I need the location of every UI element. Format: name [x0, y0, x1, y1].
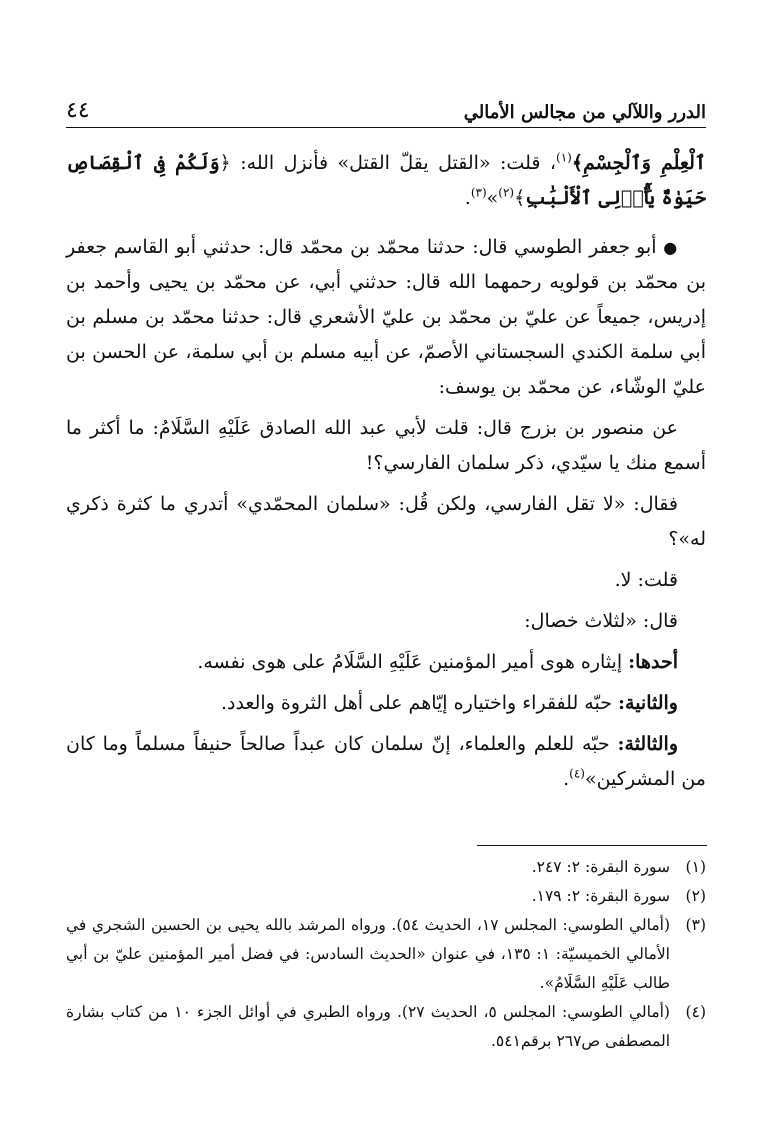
- trait-1-text: إيثاره هوى أمير المؤمنين عَلَيْهِ السَّلَامُ على هوى نفسه.: [197, 651, 629, 673]
- main-text: [66, 146, 706, 803]
- footnote-text: سورة البقرة: ٢: ٢٤٧.: [531, 858, 670, 876]
- footnote-ref-1[interactable]: (١): [556, 150, 572, 165]
- footnotes: [66, 853, 706, 1056]
- footnote-text: (أمالي الطوسي: المجلس ١٧، الحديث ٥٤). ورواه المرشد بالله يحيى بن الحسين الشجري في الأمالي الخميسيّة: ١: ١٣٥، في عنوان «الحديث السادس: في فضل أمير المؤمنين عليّ بن أبي طالب عَلَيْهِ السَّلَامُ».: [66, 916, 670, 992]
- footnote-text: (أمالي الطوسي: المجلس ٥، الحديث ٢٧). ورواه الطبري في أوائل الجزء ١٠ من كتاب بشارة المصطفى ص٢٦٧ برقم٥٤١.: [66, 1003, 670, 1050]
- quran-close-bracket: ﴾: [514, 187, 526, 209]
- running-header: [66, 96, 706, 128]
- paragraph-question: عن منصور بن بزرج قال: قلت لأبي عبد الله الصادق عَلَيْهِ السَّلَامُ: ما أكثر ما أسمع منك يا سيّدي، ذكر سلمان الفارسي؟!: [66, 417, 706, 474]
- footnote-ref-4[interactable]: (٤): [569, 766, 585, 781]
- paragraph-trait-3: [66, 727, 706, 797]
- paragraph-answer: فقال: «لا تقل الفارسي، ولكن قُل: «سلمان المحمّدي» أتدري ما كثرة ذكري له»؟: [66, 493, 706, 550]
- narration-text: ، قلت: «القتل يقلّ القتل» فأنزل الله: ﴿: [219, 152, 557, 174]
- paragraph-reply: قلت: لا.: [614, 569, 678, 591]
- paragraph-trait-1: [66, 645, 706, 680]
- paragraph-trait-2: [66, 686, 706, 721]
- page-number: ٤٤: [66, 98, 90, 123]
- paragraph-three-traits: قال: «لثلاث خصال:: [524, 610, 678, 632]
- paragraph-quran-continuation: [66, 146, 706, 216]
- quran-verse-end: ٱلْعِلْمِ وَٱلْجِسْمِ﴾: [571, 152, 706, 174]
- trait-1-lead: أحدها:: [628, 651, 678, 673]
- footnote-ref-2[interactable]: (٢): [498, 185, 515, 200]
- footnote-ref-3[interactable]: (٣): [470, 185, 487, 200]
- footnote-number: (٤): [685, 1003, 706, 1021]
- footnote-number: (١): [685, 858, 706, 876]
- quote-close: »: [486, 187, 499, 209]
- bullet-icon: ●: [663, 238, 679, 257]
- footnote-item: [66, 882, 706, 911]
- footnote-number: (٣): [685, 916, 706, 934]
- footnote-item: [66, 998, 706, 1056]
- period: .: [563, 768, 570, 790]
- trait-2-text: حبّه للفقراء واختياره إيّاهم على أهل الثروة والعدد.: [220, 692, 618, 714]
- footnote-number: (٢): [685, 887, 706, 905]
- footnote-divider: [477, 845, 707, 846]
- isnad-text: أبو جعفر الطوسي قال: حدثنا محمّد بن محمّد قال: حدثني أبو القاسم جعفر بن محمّد بن قولويه رحمهما الله قال: حدثني أبي، عن محمّد بن يحيى وأحمد بن إدريس، جميعاً عن عليّ بن محمّد بن عليّ الأشعري قال: حدثنا محمّد بن مسلم بن أبي سلمة الكندي السجستاني الأصمّ، عن أبيه مسلم بن أبي سلمة، عن الحسن بن عليّ الوشّاء، عن محمّد بن يوسف:: [66, 236, 706, 398]
- header-title: الدرر واللآلي من مجالس الأمالي: [463, 102, 706, 123]
- footnote-text: سورة البقرة: ٢: ١٧٩.: [531, 887, 670, 905]
- period: .: [464, 187, 471, 209]
- trait-2-lead: والثانية:: [618, 692, 678, 714]
- quran-verse: وَلَكُمْ فِى ٱلْقِصَاصِ حَيَوٰةٌ يَٰٓأُو۟لِى ٱلْأَلْبَٰبِ: [66, 152, 706, 209]
- paragraph-isnad: [66, 230, 706, 405]
- trait-3-lead: والثالثة:: [617, 733, 678, 755]
- footnote-item: [66, 911, 706, 998]
- footnote-item: [66, 853, 706, 882]
- trait-3-text: حبّه للعلم والعلماء، إنّ سلمان كان عبداً صالحاً حنيفاً مسلماً وما كان من المشركين»: [66, 733, 706, 790]
